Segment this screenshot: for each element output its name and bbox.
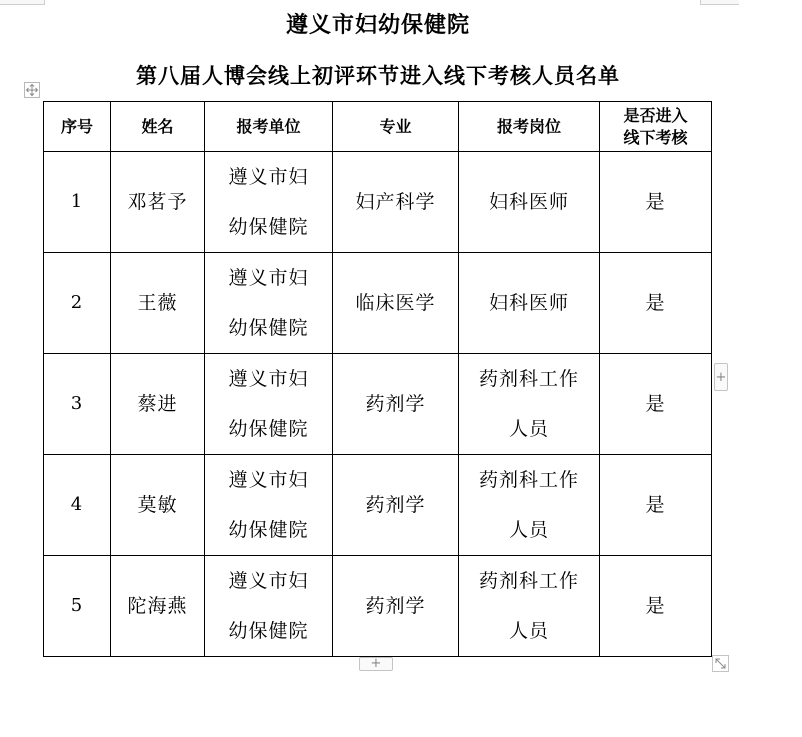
header-major: 专业 — [333, 102, 459, 152]
document-subtitle: 第八届人博会线上初评环节进入线下考核人员名单 — [136, 64, 620, 88]
candidate-table — [43, 101, 712, 657]
add-column-button[interactable]: + — [714, 363, 728, 391]
cell-name: 莫敏 — [111, 455, 205, 556]
cell-post-line2: 人员 — [508, 519, 549, 541]
cell-unit — [205, 354, 333, 455]
cell-name: 王薇 — [111, 253, 205, 354]
cell-unit — [205, 455, 333, 556]
cell-no: 5 — [44, 556, 111, 657]
header-offline-line2: 线下考核 — [623, 127, 688, 147]
document-title: 遵义市妇幼保健院 — [285, 13, 470, 38]
table-row — [44, 455, 712, 556]
cell-name: 邓茗予 — [111, 152, 205, 253]
table-row — [44, 152, 712, 253]
resize-icon — [713, 656, 728, 671]
cell-offline: 是 — [600, 152, 712, 253]
cell-major: 妇产科学 — [333, 152, 459, 253]
cell-major: 药剂学 — [333, 455, 459, 556]
cell-unit-line1: 遵义市妇 — [228, 570, 309, 592]
cell-post: 妇科医师 — [459, 253, 600, 354]
cell-post — [459, 354, 600, 455]
cell-offline: 是 — [600, 455, 712, 556]
header-unit: 报考单位 — [205, 102, 333, 152]
cell-unit-line2: 幼保健院 — [228, 317, 309, 339]
cell-unit-line1: 遵义市妇 — [228, 166, 309, 188]
header-post: 报考岗位 — [459, 102, 600, 152]
cell-post-line2: 人员 — [508, 418, 549, 440]
header-no: 序号 — [44, 102, 111, 152]
cell-unit — [205, 152, 333, 253]
cell-post-line1: 药剂科工作 — [478, 469, 579, 491]
page-edge-right — [700, 0, 739, 5]
cell-offline: 是 — [600, 556, 712, 657]
cell-post — [459, 556, 600, 657]
cell-major: 临床医学 — [333, 253, 459, 354]
cell-no: 1 — [44, 152, 111, 253]
cell-post-line2: 人员 — [508, 620, 549, 642]
cell-post — [459, 455, 600, 556]
table-resize-handle[interactable] — [712, 655, 729, 672]
cell-no: 2 — [44, 253, 111, 354]
add-row-button[interactable]: + — [359, 657, 393, 671]
cell-offline: 是 — [600, 354, 712, 455]
cell-unit-line2: 幼保健院 — [228, 418, 309, 440]
table-header-row — [44, 102, 712, 152]
cell-unit-line1: 遵义市妇 — [228, 368, 309, 390]
cell-no: 3 — [44, 354, 111, 455]
cell-unit — [205, 556, 333, 657]
cell-unit-line2: 幼保健院 — [228, 519, 309, 541]
cell-unit-line1: 遵义市妇 — [228, 267, 309, 289]
cell-name: 蔡进 — [111, 354, 205, 455]
cell-unit-line2: 幼保健院 — [228, 216, 309, 238]
cell-unit — [205, 253, 333, 354]
table-row — [44, 253, 712, 354]
table-move-handle[interactable] — [24, 82, 40, 98]
header-name: 姓名 — [111, 102, 205, 152]
cell-unit-line1: 遵义市妇 — [228, 469, 309, 491]
cell-post: 妇科医师 — [459, 152, 600, 253]
page-edge-left — [0, 0, 45, 5]
header-offline — [600, 102, 712, 152]
cell-post-line1: 药剂科工作 — [478, 570, 579, 592]
cell-name: 陀海燕 — [111, 556, 205, 657]
table-row — [44, 354, 712, 455]
header-offline-line1: 是否进入 — [623, 105, 688, 125]
move-icon — [25, 83, 39, 97]
cell-offline: 是 — [600, 253, 712, 354]
cell-no: 4 — [44, 455, 111, 556]
cell-major: 药剂学 — [333, 354, 459, 455]
cell-unit-line2: 幼保健院 — [228, 620, 309, 642]
table-row — [44, 556, 712, 657]
cell-post-line1: 药剂科工作 — [478, 368, 579, 390]
cell-major: 药剂学 — [333, 556, 459, 657]
